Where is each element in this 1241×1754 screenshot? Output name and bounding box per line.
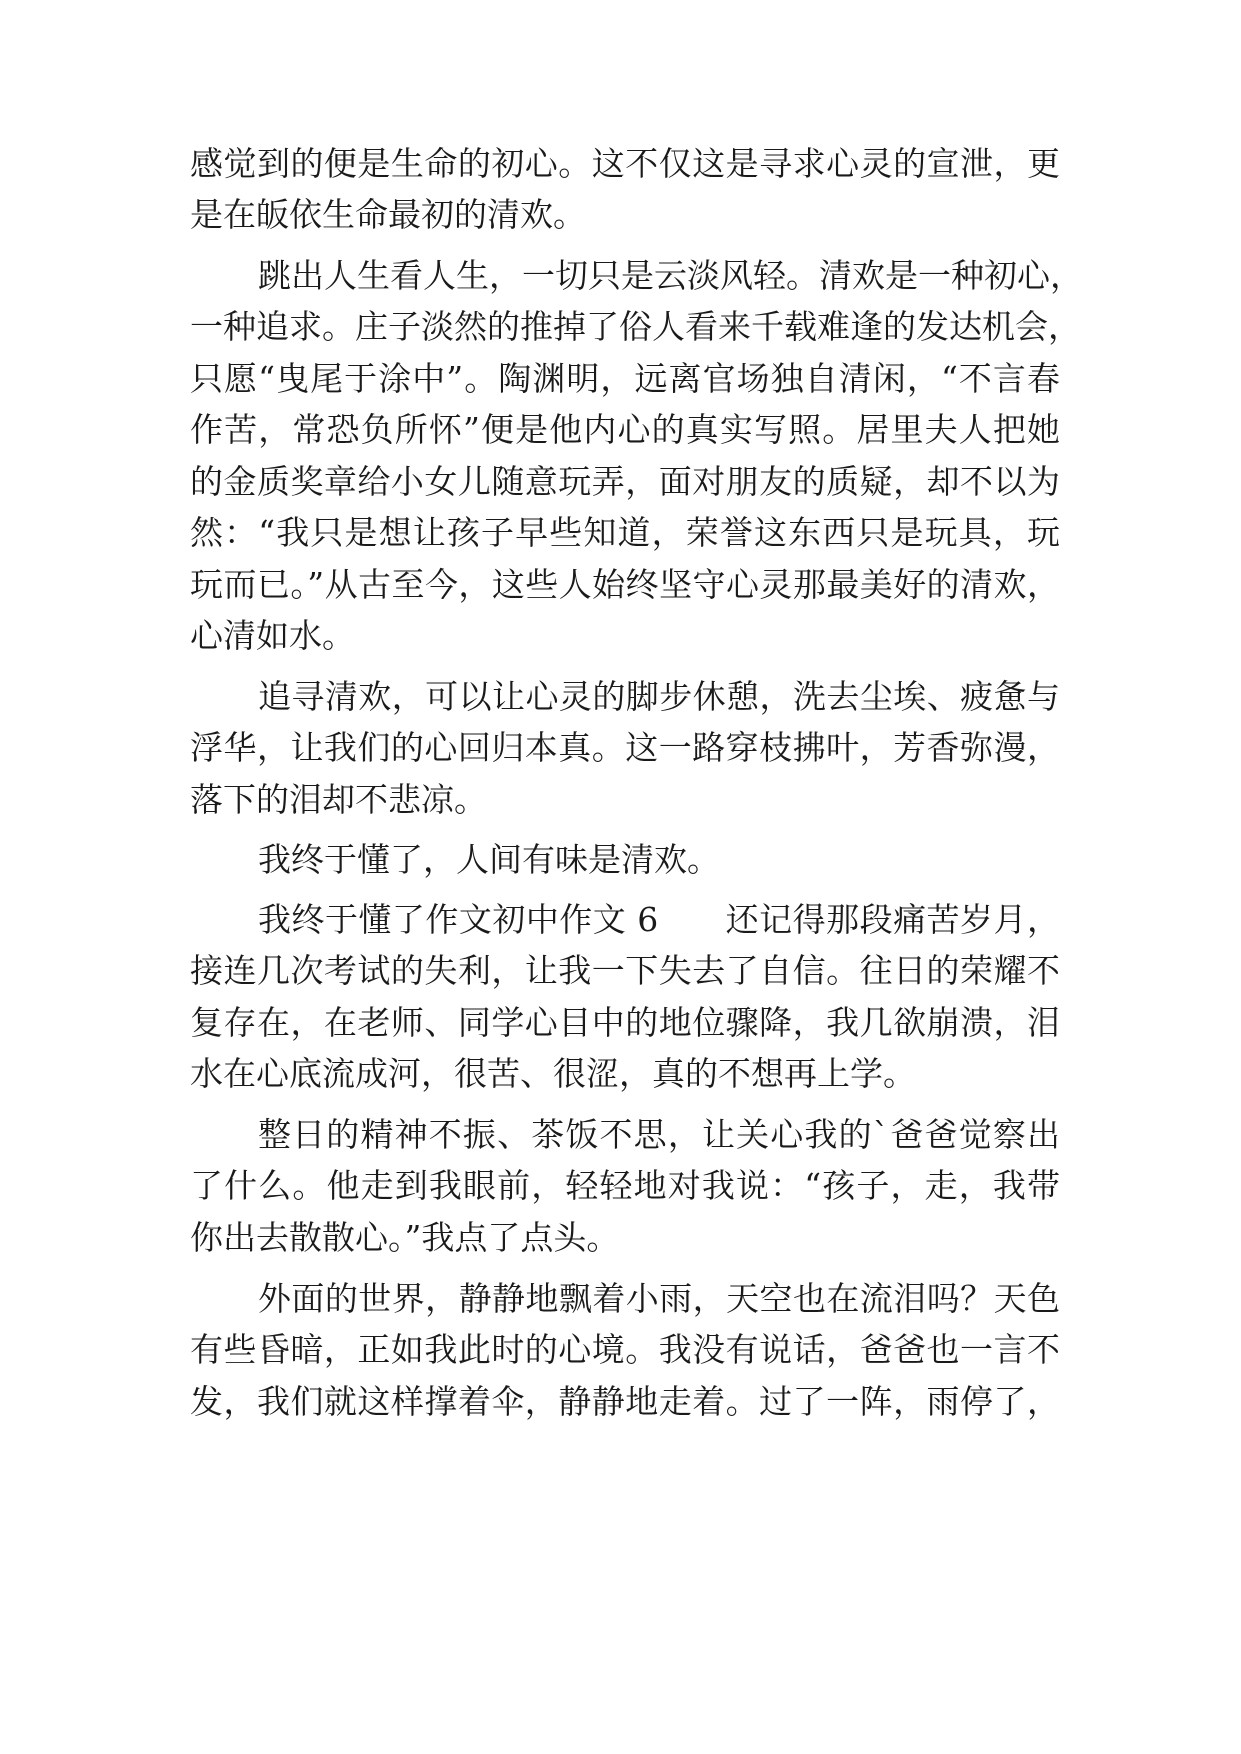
text-line: 复存在，在老师、同学心目中的地位骤降，我几欲崩溃，泪	[190, 1003, 1060, 1042]
text-line: 水在心底流成河，很苦、很涩，真的不想再上学。	[190, 1054, 916, 1093]
text-line: 是在皈依生命最初的清欢。	[190, 195, 586, 234]
text-line: 你出去散散心。”我点了点头。	[190, 1218, 620, 1257]
text-line: 跳出人生看人生，一切只是云淡风轻。清欢是一种初心，	[258, 256, 1083, 295]
text-line: 感觉到的便是生命的初心。这不仅这是寻求心灵的宣泄，更	[190, 144, 1060, 183]
text-line: 外面的世界，静静地飘着小雨，天空也在流泪吗？天色	[258, 1279, 1060, 1318]
text-line: 只愿“曳尾于涂中”。陶渊明，远离官场独自清闲，“不言春	[190, 359, 1060, 398]
text-line: 然：“我只是想让孩子早些知道，荣誉这东西只是玩具，玩	[190, 513, 1060, 552]
text-line: 接连几次考试的失利，让我一下失去了自信。往日的荣耀不	[190, 951, 1060, 990]
text-line: 玩而已。”从古至今，这些人始终坚守心灵那最美好的清欢，	[190, 565, 1060, 604]
text-line: 落下的泪却不悲凉。	[190, 780, 487, 819]
text-line: 作苦，常恐负所怀”便是他内心的真实写照。居里夫人把她	[190, 410, 1060, 449]
text-line: 发，我们就这样撑着伞，静静地走着。过了一阵，雨停了，	[190, 1382, 1060, 1421]
text-line: 我终于懂了，人间有味是清欢。	[258, 840, 720, 879]
text-line: 了什么。他走到我眼前，轻轻地对我说：“孩子，走，我带	[190, 1166, 1060, 1205]
text-line: 一种追求。庄子淡然的推掉了俗人看来千载难逢的发达机会，	[190, 307, 1081, 346]
text-line: 整日的精神不振、茶饭不思，让关心我的`爸爸觉察出	[258, 1115, 1060, 1154]
text-line: 追寻清欢，可以让心灵的脚步休憩，洗去尘埃、疲惫与	[258, 677, 1060, 716]
text-line: 有些昏暗，正如我此时的心境。我没有说话，爸爸也一言不	[190, 1330, 1060, 1369]
text-line: 我终于懂了作文初中作文 6 还记得那段痛苦岁月，	[258, 900, 1060, 939]
text-line: 的金质奖章给小女儿随意玩弄，面对朋友的质疑，却不以为	[190, 462, 1060, 501]
text-line: 心清如水。	[190, 616, 355, 655]
text-line: 浮华，让我们的心回归本真。这一路穿枝拂叶，芳香弥漫，	[190, 728, 1060, 767]
